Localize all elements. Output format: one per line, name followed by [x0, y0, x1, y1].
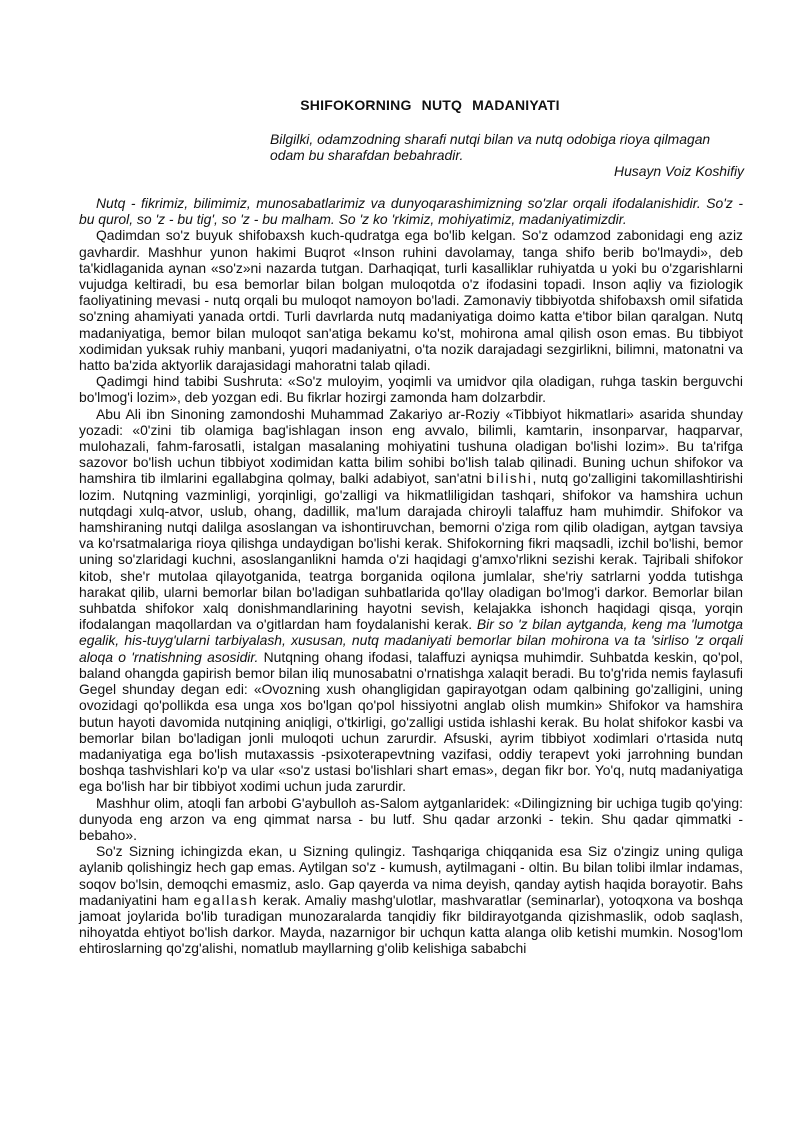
spaced-word: egallash: [193, 891, 259, 908]
paragraph: [79, 843, 743, 956]
epigraph-author: Husayn Voiz Koshifiy: [614, 163, 744, 179]
paragraph: [79, 406, 743, 795]
italic-emphasis: Bir so 'z bilan aytganda, keng ma 'lumotga egalik, his-tuyg'ularni tarbiyalash, xususan, nutq madaniyati bemorlar bilan mohirona va ta 'sirliso 'z orqali aloqa o 'rnatishning asosidir.: [79, 616, 743, 665]
epigraph: [270, 131, 744, 179]
paragraph: Qadimdan so'z buyuk shifobaxsh kuch-qudratga ega bo'lib kelgan. So'z odamzod zabonidagi eng aziz gavhardir. Mashhur yunon hakimi Buqrot «Inson ruhini davolamay, tanga shifo berib bo'lmaydi», deb ta'kidlaganida aynan «so'z»ni nazarda tutgan. Darhaqiqat, turli kasalliklar ruhiyatda u yoki bu o'zgarishlarni vujudga keltiradi, bu esa bemorlar bilan bolgan muloqotda o'z ifodasini topadi. Inson aqliy va fiziologik faoliyatining mevasi - nutq orqali bu muloqot namoyon bo'ladi. Zamonaviy tibbiyotda shifobaxsh omil sifatida so'zning ahamiyati yanada ortdi. Turli davrlarda nutq madaniyatiga doimo katta e'tibor bilan qaralgan. Nutq madaniyatiga, bemor bilan muloqot san'atiga bekamu ko'st, mohirona amal qilish oson emas. Bu tibbiyot xodimidan yuksak ruhiy manbani, yuqori madaniyatni, o'ta nozik darajadagi sezgirlikni, bilimni, matonatni va hatto ba'zida aktyorlik darajasidagi mahoratni talab qiladi.: [79, 227, 743, 374]
epigraph-quote: Bilgilki, odamzodning sharafi nutqi bilan va nutq odobiga rioya qilmagan odam bu sharafdan bebahradir.: [270, 131, 711, 163]
text-run: Nutqning ohang ifodasi, talaffuzi ayniqsa muhimdir. Suhbatda keskin, qo'pol, baland ohangda gapirish bemor bilan iliq munosabatni o'rnatishga xalaqit beradi. Bu to'g'rida nemis faylasufi Gegel shunday degan edi: «Ovozning xush ohangligidan gapirayotgan odam qalbining go'zalligini, uning ovozidagi qo'pollikda esa unga xos bo'lgan qo'pol hissiyotni anglab olish mumkin» Shifokor va hamshira butun hayoti davomida nutqining aniqligi, o'tkirligi, go'zalligi ustida ishlashi kerak. Bu holat shifokor kasbi va bemorlar bilan bo'ladigan jonli muloqoti uchun zarurdir. Afsuski, ayrim tibbiyot xodimlari o'rtasida nutq madaniyatiga ega bo'lish mutaxassis -psixoterapevtning vazifasi, oddiy terapevt yoki jarrohning bundan boshqa tashvishlari ko'p va ular «so'z ustasi bo'lishlari shart emas», degan fikr bor. Yo'q, nutq madaniyatiga ega bo'lish har bir tibbiyot xodimi uchun juda zarurdir.: [79, 648, 743, 795]
text-run: Abu Ali ibn Sinoning zamondoshi Muhammad Zakariyo ar-Roziy «Tibbiyot hikmatlari» asarida shunday yozadi: «0'zini tib olamiga bag'ishlagan inson eng avvalo, bilimli, kamtarin, insonparvar, haqparvar, mulohazali, fahm-farosatli, istalgan masalaning mohiyatini tushuna oladigan bo'lishi lozim». Bu ta'rifga sazovor bo'lish uchun tibbiyot xodimidan katta bilim sohibi bo'lish talab qilinadi. Buning uchun shifokor va hamshira tib ilmlarini egallabgina qolmay, balki adabiyot, san'atni: [79, 405, 743, 487]
spaced-word: bilishi: [486, 470, 533, 487]
document-body: [79, 195, 743, 957]
paragraph: Mashhur olim, atoqli fan arbobi G'aybulloh as-Salom aytganlaridek: «Dilingizning bir uchiga tugib qo'ying: dunyoda eng arzon va eng qimmat narsa - bu lutf. Shu qadar arzonki - tekin. Shu qadar qimmatki - bebaho».: [79, 794, 743, 843]
paragraph: Qadimgi hind tabibi Sushruta: «So'z muloyim, yoqimli va umidvor qila oladigan, ruhga taskin berguvchi bo'lmog'i lozim», deb yozgan edi. Bu fikrlar hozirgi zamonda ham dolzarbdir.: [79, 373, 743, 406]
text-run: kerak. Amaliy mashg'ulotlar, mashvaratlar (seminarlar), yotoqxona va boshqa jamoat joylarida bo'lib turadigan munozaralarda tanqidiy fikr bildirayotganda qizishmaslik, odob saqlash, nihoyatda ehtiyot bo'lish darkor. Mayda, nazarnigor bir uchqun katta alanga olib ketishi mumkin. Nosog'lom ehtiroslarning qo'zg'alishi, nomatlub mayllarning g'olib kelishiga sababchi: [79, 891, 743, 957]
text-run: So'z Sizning ichingizda ekan, u Sizning qulingiz. Tashqariga chiqqanida esa Siz o'zingiz uning quliga aylanib qolishingiz hech gap emas. Aytilgan so'z - kumush, aytilmagani - oltin. Bu bilan tolibi ilmlar indamas, soqov bo'lsin, demoqchi emasmiz, aslo. Gap qayerda va nima deyish, qanday aytish haqida borayotir. Bahs madaniyatini ham: [79, 843, 743, 908]
paragraph-intro: Nutq - fikrimiz, bilimimiz, munosabatlarimiz va dunyoqarashimizning so'zlar orqali ifodalanishidir. So'z - bu qurol, so 'z - bu tig', so 'z - bu malham. So 'z ko 'rkimiz, mohiyatimiz, madaniyatimizdir.: [79, 195, 743, 228]
text-run: , nutq go'zalligini takomillashtirishi lozim. Nutqning vazminligi, yorqinligi, go'zalligi va hikmatliligidan tashqari, shifokor va hamshira uchun nutqdagi xulq-atvor, uslub, ohang, dadillik, ma'lum darajada chiroyli talaffuz ham muhimdir. Shifokor va hamshiraning nutqi dalilga asoslangan va ishontiruvchan, bemorni o'ziga rom qilib oladigan, aytgan tavsiya va ko'rsatmalariga rioya qilishga undaydigan bo'lishi kerak. Shifokorning fikri maqsadli, izchil bo'lishi, bemor uning so'zlaridagi kuchni, asoslanganlikni hamda o'zi haqidagi g'amxo'rlikni sezishi kerak. Tajribali shifokor kitob, she'r mutolaa qilayotganida, teatrga borganida oqilona jumlalar, she'riy satrlarni yodda tutishga harakat qilib, ularni bemorlar bilan bo'ladigan suhbatlarida qo'llay oladigan bo'lmog'i darkor. Bemorlar bilan suhbatda shifokor xalq donishmandlarining hayotni sevish, kelajakka ishonch haqidagi qisqa, yorqin ifodalangan maqollardan va o'gitlardan ham foydalanishi kerak.: [79, 470, 743, 633]
document-title: SHIFOKORNING NUTQ MADANIYATI: [300, 97, 560, 113]
